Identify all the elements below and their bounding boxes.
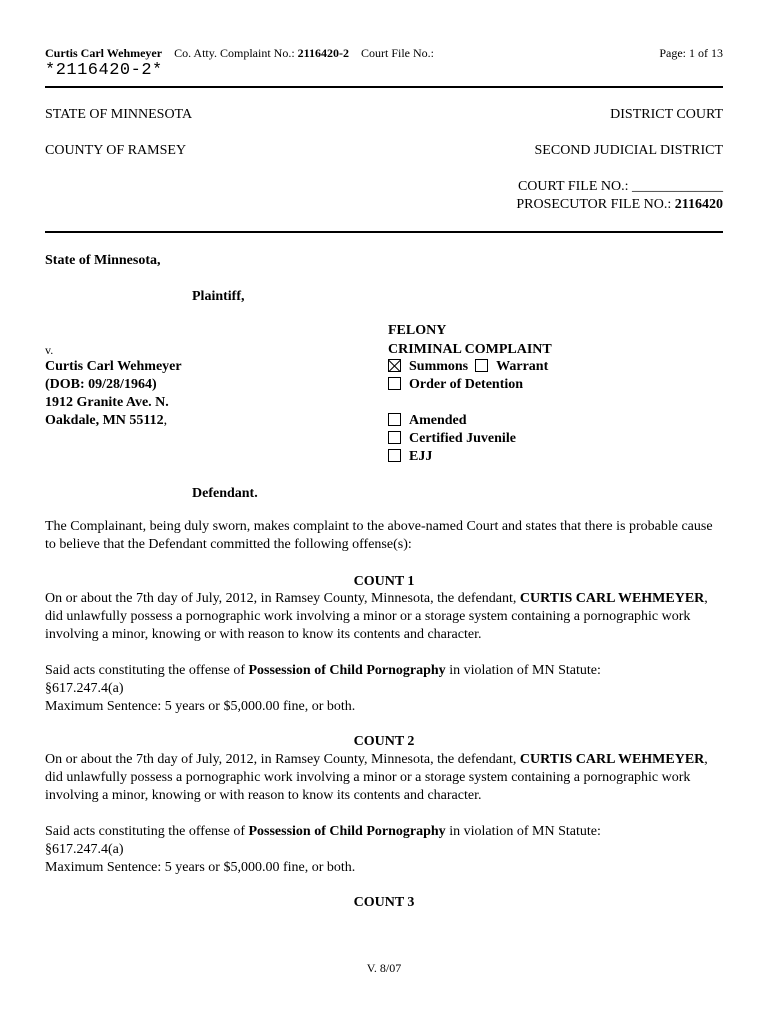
count-2-offense-lead: Said acts constituting the offense of — [45, 824, 249, 839]
count-1-offense-lead: Said acts constituting the offense of — [45, 663, 249, 678]
amended-checkbox[interactable] — [388, 413, 401, 426]
count-2-statute: §617.247.4(a) — [45, 842, 124, 857]
prosecutor-file-label: PROSECUTOR FILE NO.: — [516, 197, 672, 212]
count-1-offense-name: Possession of Child Pornography — [248, 663, 446, 678]
defendant-name: Curtis Carl Wehmeyer — [45, 359, 182, 374]
ejj-row — [388, 448, 432, 466]
detention-row — [388, 376, 523, 394]
amended-row — [388, 412, 467, 430]
count-2-offense-name: Possession of Child Pornography — [248, 824, 446, 839]
form-version: V. 8/07 — [366, 961, 402, 975]
count-1-defendant: CURTIS CARL WEHMEYER — [519, 591, 705, 606]
count-1-heading: COUNT 1 — [353, 574, 415, 589]
count-2-lead: On or about the 7th day of July, 2012, in Ramsey County, Minnesota, the defendant, — [45, 752, 520, 767]
amended-label: Amended — [409, 413, 467, 428]
header-line — [45, 46, 434, 61]
header-co-atty-label: Co. Atty. Complaint No.: — [174, 46, 295, 60]
defendant-address: 1912 Granite Ave. N. — [45, 395, 169, 410]
juvenile-label: Certified Juvenile — [409, 431, 516, 446]
summons-warrant-row — [388, 358, 548, 376]
intro-paragraph: The Complainant, being duly sworn, makes complaint to the above-named Court and states that there is probable cause to believe that the Defendant committed the following offense(s): — [45, 519, 713, 552]
summons-checkbox[interactable] — [388, 359, 401, 372]
count-2-defendant: CURTIS CARL WEHMEYER — [519, 752, 705, 767]
warrant-label: Warrant — [496, 359, 549, 374]
count-2-heading: COUNT 2 — [353, 734, 415, 749]
count-1-lead: On or about the 7th day of July, 2012, in Ramsey County, Minnesota, the defendant, — [45, 591, 520, 606]
caption-county: COUNTY OF RAMSEY — [45, 143, 187, 158]
complaint-title: CRIMINAL COMPLAINT — [388, 342, 552, 357]
warrant-checkbox[interactable] — [475, 359, 488, 372]
defendant-role: Defendant. — [192, 486, 258, 501]
detention-label: Order of Detention — [409, 377, 524, 392]
header-court-file-label: Court File No.: — [361, 46, 435, 60]
caption-district: SECOND JUDICIAL DISTRICT — [534, 143, 723, 158]
versus-text: v. — [45, 343, 54, 357]
count-2-offense — [45, 823, 725, 841]
header-defendant-name: Curtis Carl Wehmeyer — [45, 46, 163, 60]
barcode-text: *2116420-2* — [45, 61, 163, 80]
complaint-level: FELONY — [388, 323, 447, 338]
count-2-offense-tail: in violation of MN Statute: — [445, 824, 601, 839]
count-1-body — [45, 590, 725, 644]
plaintiff-role: Plaintiff, — [192, 289, 245, 304]
ejj-label: EJJ — [409, 449, 433, 464]
count-1-statute: §617.247.4(a) — [45, 681, 124, 696]
defendant-trailing-comma: , — [163, 413, 168, 428]
prosecutor-file-number: 2116420 — [674, 197, 723, 212]
page-number: Page: 1 of 13 — [659, 46, 723, 60]
defendant-state-zip: , MN 55112 — [95, 413, 164, 428]
defendant-city-line — [45, 412, 167, 430]
defendant-city: Oakdale — [45, 413, 96, 428]
plaintiff-name: State of Minnesota, — [45, 253, 161, 268]
summons-label: Summons — [409, 359, 469, 374]
count-2-text: , did unlawfully possess a pornographic work involving a minor or a storage system containing a pornographic work involving a minor, knowing or with reason to know its contents and character. — [45, 752, 708, 803]
count-2-body — [45, 751, 725, 805]
caption-state: STATE OF MINNESOTA — [45, 107, 193, 122]
header-rule — [45, 86, 723, 88]
caption-court: DISTRICT COURT — [610, 107, 723, 122]
ejj-checkbox[interactable] — [388, 449, 401, 462]
count-1-offense — [45, 662, 725, 680]
detention-checkbox[interactable] — [388, 377, 401, 390]
juvenile-row — [388, 430, 516, 448]
count-1-offense-tail: in violation of MN Statute: — [445, 663, 601, 678]
defendant-dob: (DOB: 09/28/1964) — [45, 377, 157, 392]
juvenile-checkbox[interactable] — [388, 431, 401, 444]
caption-court-file: COURT FILE NO.: _____________ — [517, 179, 723, 194]
count-1-text: , did unlawfully possess a pornographic work involving a minor or a storage system containing a pornographic work involving a minor, knowing or with reason to know its contents and character. — [45, 591, 708, 642]
header-complaint-no: 2116420-2 — [297, 46, 349, 60]
caption-prosecutor-file — [516, 196, 723, 214]
count-2-sentence: Maximum Sentence: 5 years or $5,000.00 fine, or both. — [45, 860, 356, 875]
count-1-sentence: Maximum Sentence: 5 years or $5,000.00 fine, or both. — [45, 699, 356, 714]
caption-rule — [45, 231, 723, 233]
count-3-heading: COUNT 3 — [353, 895, 415, 910]
